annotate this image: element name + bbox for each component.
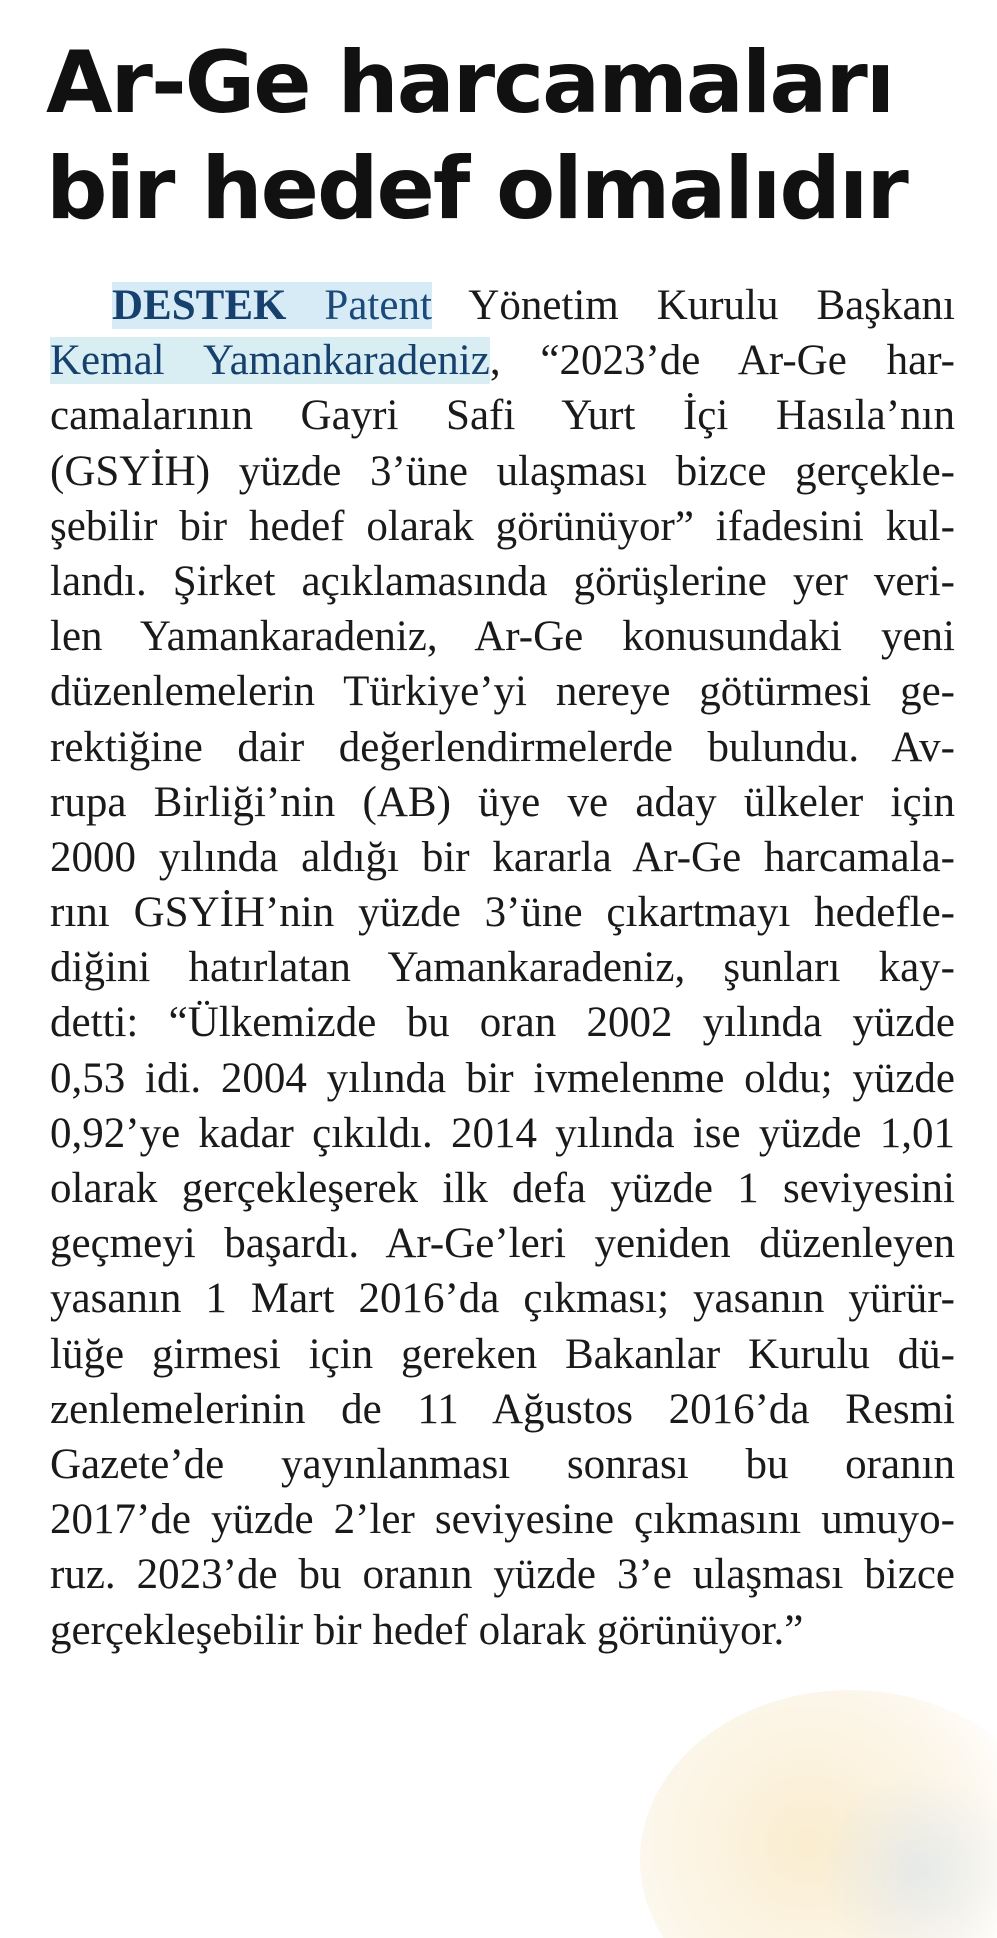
article-line xyxy=(50,278,955,333)
article-line: lüğe girmesi için gereken Bakanlar Kurulu dü- xyxy=(50,1330,955,1378)
article-line: landı. Şirket açıklamasında görüşlerine yer veri- xyxy=(50,557,955,605)
person-name-highlight: Kemal Yamankaradeniz xyxy=(50,337,490,385)
article-line: 0,92’ye kadar çıkıldı. 2014 yılında ise yüzde 1,01 xyxy=(50,1109,955,1157)
article-line: 2000 yılında aldığı bir kararla Ar-Ge harcamala- xyxy=(50,833,955,881)
company-name-highlight xyxy=(112,282,432,329)
article-line: ruz. 2023’de bu oranın yüzde 3’e ulaşması bizce xyxy=(50,1551,955,1599)
article-line: rupa Birliği’nin (AB) üye ve aday ülkeler için xyxy=(50,778,955,826)
article-body-lines xyxy=(50,388,955,1657)
article-line: detti: “Ülkemizde bu oran 2002 yılında yüzde xyxy=(50,999,955,1047)
article-line xyxy=(50,333,955,388)
article-line: (GSYİH) yüzde 3’üne ulaşması bizce gerçekle- xyxy=(50,447,955,495)
article-line-text: , “2023’de Ar-Ge har- xyxy=(489,337,956,385)
article-line: rektiğine dair değerlendirmelerde bulundu. Av- xyxy=(50,723,955,771)
article-line: diğini hatırlatan Yamankaradeniz, şunları kay- xyxy=(50,944,955,992)
article-line: zenlemelerinin de 11 Ağustos 2016’da Resmi xyxy=(50,1385,955,1433)
article-line: len Yamankaradeniz, Ar-Ge konusundaki yeni xyxy=(50,613,955,661)
article-headline xyxy=(46,30,966,242)
article-line: yasanın 1 Mart 2016’da çıkması; yasanın yürür- xyxy=(50,1275,955,1323)
article-line: olarak gerçekleşerek ilk defa yüzde 1 seviyesini xyxy=(50,1165,955,1212)
article-line: geçmeyi başardı. Ar-Ge’leri yeniden düzenleyen xyxy=(50,1220,955,1268)
article-line: rını GSYİH’nin yüzde 3’üne çıkartmayı hedefle- xyxy=(50,889,955,937)
company-name-rest: Patent xyxy=(286,282,432,329)
article-line: camalarının Gayri Safi Yurt İçi Hasıla’nın xyxy=(50,392,955,440)
article-line: şebilir bir hedef olarak görünüyor” ifadesini kul- xyxy=(50,502,955,550)
article-body xyxy=(50,278,955,1658)
headline-line-2: bir hedef olmalıdır xyxy=(46,139,907,239)
article-line-text: Yönetim Kurulu Başkanı xyxy=(431,282,955,329)
article-line: Gazete’de yayınlanması sonrası bu oranın xyxy=(50,1440,955,1488)
article-line: 0,53 idi. 2004 yılında bir ivmelenme oldu; yüzde xyxy=(50,1054,955,1102)
article-line: gerçekleşebilir bir hedef olarak görünüyor.” xyxy=(50,1606,804,1654)
company-name-bold: DESTEK xyxy=(112,282,287,329)
headline-line-1: Ar-Ge harcamaları xyxy=(46,33,894,133)
article-line: 2017’de yüzde 2’ler seviyesine çıkmasını umuyo- xyxy=(50,1496,955,1544)
article-line: düzenlemelerin Türkiye’yi nereye götürmesi ge- xyxy=(50,668,955,716)
